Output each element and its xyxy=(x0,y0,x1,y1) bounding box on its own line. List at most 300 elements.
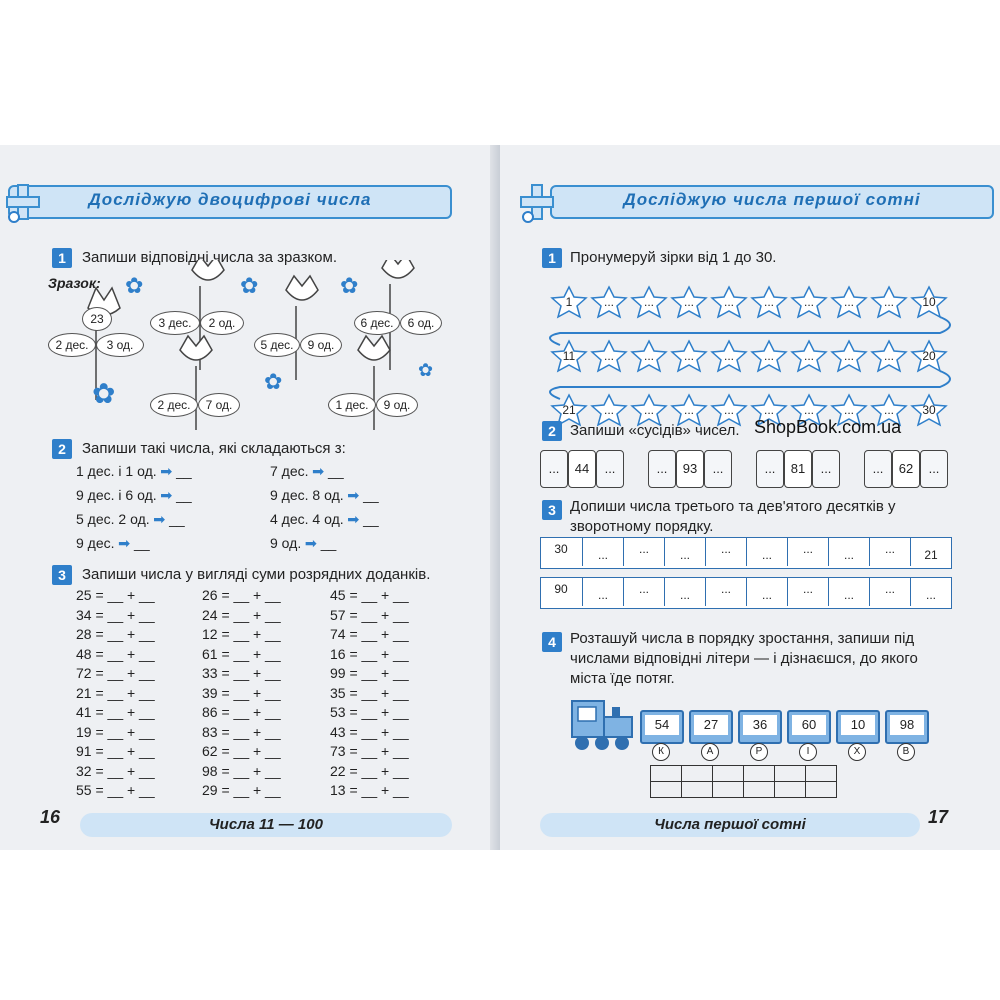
math-logo-icon xyxy=(2,181,46,225)
star-number: ... xyxy=(803,349,814,363)
example-number-flower: 23 xyxy=(82,307,112,331)
number-strip xyxy=(540,537,952,569)
arrow-icon: ➟ xyxy=(308,463,329,479)
wagon-letter: К xyxy=(652,743,670,761)
strip-cell[interactable]: ... xyxy=(869,578,910,606)
sum-blanks[interactable]: = __ + __ xyxy=(345,704,409,720)
sum-expression xyxy=(76,782,155,798)
sum-blanks[interactable]: = __ + __ xyxy=(345,645,409,662)
sum-expression xyxy=(330,587,409,603)
flower4-ones: 6 од. xyxy=(400,311,442,335)
number-card: 81 xyxy=(784,450,812,488)
flower4-tens: 6 дес. xyxy=(354,311,400,335)
neighbour-blank-card[interactable]: ... xyxy=(704,450,732,488)
sum-blanks[interactable]: = __ + __ xyxy=(217,762,281,779)
number-card: 62 xyxy=(892,450,920,488)
answer-cell[interactable] xyxy=(744,782,775,798)
star-icon[interactable] xyxy=(790,285,828,319)
task2-item xyxy=(270,535,336,552)
answer-cell[interactable] xyxy=(744,766,775,782)
answer-cell[interactable] xyxy=(682,766,713,782)
task3-number: 3 xyxy=(52,565,72,585)
task2-item xyxy=(76,511,185,528)
sum-blanks[interactable]: = __ + __ xyxy=(91,645,155,662)
strip-cell[interactable]: ... xyxy=(582,538,623,566)
answer-blank[interactable]: __ xyxy=(176,487,192,503)
star-number: ... xyxy=(603,349,614,363)
sum-blanks[interactable]: = __ + __ xyxy=(91,743,155,759)
task2-item-label: 9 дес. 8 од. xyxy=(270,487,344,503)
strip-cell[interactable]: ... xyxy=(787,578,828,606)
r-task3-text-line1: Допиши числа третього та дев'ятого десятків у xyxy=(570,498,896,515)
wagon-number: 60 xyxy=(792,715,826,735)
sum-expression xyxy=(330,763,409,779)
star-number: ... xyxy=(643,349,654,363)
left-footer xyxy=(80,813,452,837)
left-header-title: Досліджую двоцифрові числа xyxy=(88,190,372,209)
strip-cell[interactable]: ... xyxy=(623,538,664,566)
sum-expression xyxy=(202,607,281,623)
wagon-number: 54 xyxy=(645,715,679,735)
r-task1-text: Пронумеруй зірки від 1 до 30. xyxy=(570,249,777,266)
strip-cell[interactable]: ... xyxy=(705,578,746,606)
star-number: ... xyxy=(683,403,694,417)
neighbour-blank-card[interactable]: ... xyxy=(596,450,624,488)
answer-blank[interactable]: __ xyxy=(328,463,344,479)
answer-row xyxy=(651,782,837,798)
sum-number: 53 xyxy=(330,704,346,720)
sum-expression xyxy=(330,704,409,720)
right-page xyxy=(500,145,1000,850)
sum-blanks[interactable]: = __ + __ xyxy=(91,762,155,779)
neighbour-blank-card[interactable]: ... xyxy=(920,450,948,488)
sum-blanks[interactable]: = __ + __ xyxy=(217,645,281,662)
star-icon[interactable] xyxy=(590,285,628,319)
sum-number: 21 xyxy=(76,684,92,701)
sum-blanks[interactable]: = __ + __ xyxy=(91,626,155,642)
task2-item-label: 9 од. xyxy=(270,535,302,551)
train-wagon xyxy=(787,710,831,744)
star-icon[interactable] xyxy=(550,285,588,319)
sum-blanks[interactable]: = __ + __ xyxy=(217,723,281,740)
star-icon[interactable] xyxy=(670,339,708,373)
strip-cell[interactable]: ... xyxy=(623,578,664,606)
star-number: ... xyxy=(883,349,894,363)
arrow-icon: ➟ xyxy=(343,487,364,503)
star-number: ... xyxy=(723,403,734,417)
sum-blanks[interactable]: = __ + __ xyxy=(91,704,155,720)
star-icon[interactable] xyxy=(550,339,588,373)
star-number: ... xyxy=(843,349,854,363)
sum-expression xyxy=(76,665,155,681)
sum-expression xyxy=(202,587,281,603)
task2-item xyxy=(76,463,192,480)
sum-expression xyxy=(330,743,409,759)
star-icon[interactable] xyxy=(750,339,788,373)
r-task4-text-line2: числами відповідні літери — і дізнаєшся, до якого xyxy=(570,650,918,667)
sum-expression xyxy=(202,626,281,642)
star-number: ... xyxy=(603,403,614,417)
sum-number: 16 xyxy=(330,645,346,662)
answer-row xyxy=(651,766,837,782)
sum-expression xyxy=(76,763,155,779)
r-task1-number: 1 xyxy=(542,248,562,268)
sum-blanks[interactable]: = __ + __ xyxy=(217,743,281,759)
strip-cell[interactable]: ... xyxy=(787,538,828,566)
task2-item-label: 1 дес. і 1 од. xyxy=(76,463,157,479)
answer-blank[interactable]: __ xyxy=(176,463,192,479)
train-wagon xyxy=(640,710,684,744)
wagon-letter: В xyxy=(897,743,915,761)
sum-number: 73 xyxy=(330,743,346,759)
sum-expression xyxy=(202,743,281,759)
flower1-tens: 2 дес. xyxy=(48,333,96,357)
sum-blanks[interactable]: = __ + __ xyxy=(345,782,409,798)
sum-blanks[interactable]: = __ + __ xyxy=(345,762,409,779)
arrow-icon: ➟ xyxy=(156,487,177,503)
sum-number: 26 xyxy=(202,587,218,603)
star-icon[interactable] xyxy=(750,285,788,319)
locomotive-icon xyxy=(568,693,638,755)
task2-item-label: 4 дес. 4 од. xyxy=(270,511,344,527)
answer-blank[interactable]: __ xyxy=(320,535,337,551)
sum-blanks[interactable]: = __ + __ xyxy=(345,665,409,681)
strip-cell[interactable]: ... xyxy=(869,538,910,566)
number-strip xyxy=(540,577,952,609)
sum-expression xyxy=(330,782,409,798)
sum-blanks[interactable]: = __ + __ xyxy=(217,704,281,720)
wagon-number: 98 xyxy=(890,715,924,735)
task2-item xyxy=(270,463,344,480)
star-number: ... xyxy=(723,295,734,309)
shopbook-watermark: ShopBook.com.ua xyxy=(754,417,902,437)
flower3-ones: 9 од. xyxy=(300,333,342,357)
flower3-tens: 5 дес. xyxy=(254,333,300,357)
sum-number: 13 xyxy=(330,782,346,798)
star-number: ... xyxy=(803,403,814,417)
r-task2-text: Запиши «сусідів» чисел. xyxy=(570,422,740,439)
task2-item xyxy=(76,535,150,552)
wagon-letter: Х xyxy=(848,743,866,761)
r-task4-text-line3: міста їде потяг. xyxy=(570,670,675,687)
sum-number: 72 xyxy=(76,665,92,681)
answer-cell[interactable] xyxy=(713,782,744,798)
wagon-number: 36 xyxy=(743,715,777,735)
r-task4-number: 4 xyxy=(542,632,562,652)
train-wagon xyxy=(689,710,733,744)
arrow-icon: ➟ xyxy=(149,511,170,527)
star-icon[interactable] xyxy=(630,339,668,373)
left-footer-text: Числа 11 — 100 xyxy=(209,816,323,833)
star-number: 21 xyxy=(562,403,576,417)
flower1-ones: 3 од. xyxy=(96,333,144,357)
sum-number: 25 xyxy=(76,587,92,603)
arrow-icon: ➟ xyxy=(343,511,364,527)
sum-blanks[interactable]: = __ + __ xyxy=(345,743,409,759)
star-number: ... xyxy=(763,403,774,417)
sum-number: 83 xyxy=(202,723,218,740)
sum-expression xyxy=(76,626,155,642)
star-icon[interactable] xyxy=(910,393,948,427)
sum-expression xyxy=(330,665,409,681)
task3-text: Запиши числа у вигляді суми розрядних доданків. xyxy=(82,566,431,583)
sum-expression xyxy=(202,763,281,779)
sum-expression xyxy=(330,626,409,642)
sum-number: 39 xyxy=(202,684,218,701)
sum-expression xyxy=(202,685,281,701)
star-icon[interactable] xyxy=(670,285,708,319)
strip-cell[interactable]: ... xyxy=(910,578,951,606)
sum-blanks[interactable]: = __ + __ xyxy=(91,782,155,798)
task2-number: 2 xyxy=(52,439,72,459)
star-icon[interactable] xyxy=(630,285,668,319)
answer-cell[interactable] xyxy=(651,782,682,798)
number-card: 93 xyxy=(676,450,704,488)
star-number: 11 xyxy=(562,349,576,363)
strip-cell[interactable]: ... xyxy=(664,578,705,606)
strip-cell: 21 xyxy=(910,538,951,566)
sum-expression xyxy=(76,607,155,623)
sum-expression xyxy=(330,646,409,662)
flower2-tens: 3 дес. xyxy=(150,311,200,335)
star-number: ... xyxy=(763,349,774,363)
butterfly-icon: ✿ xyxy=(125,273,144,298)
strip-cell[interactable]: ... xyxy=(582,578,623,606)
star-number: ... xyxy=(683,295,694,309)
answer-blank[interactable]: __ xyxy=(169,511,185,527)
star-icon[interactable] xyxy=(830,285,868,319)
right-page-number: 17 xyxy=(928,807,949,827)
answer-blank[interactable]: __ xyxy=(363,487,379,503)
butterfly-icon: ✿ xyxy=(264,369,283,394)
sum-number: 62 xyxy=(202,743,218,759)
sum-blanks[interactable]: = __ + __ xyxy=(345,723,409,740)
train-wagon xyxy=(738,710,782,744)
right-footer-text: Числа першої сотні xyxy=(654,816,806,833)
star-number: 30 xyxy=(922,403,936,417)
math-logo-icon xyxy=(516,181,560,225)
star-icon[interactable] xyxy=(910,285,948,319)
star-icon[interactable] xyxy=(870,285,908,319)
sum-number: 24 xyxy=(202,606,218,623)
sum-number: 99 xyxy=(330,665,346,681)
flower2-ones: 2 од. xyxy=(200,311,244,335)
sum-number: 48 xyxy=(76,645,92,662)
star-icon[interactable] xyxy=(910,339,948,373)
sum-blanks[interactable]: = __ + __ xyxy=(91,665,155,681)
neighbour-blank-card[interactable]: ... xyxy=(812,450,840,488)
butterfly-icon: ✿ xyxy=(240,273,259,298)
sum-expression xyxy=(202,704,281,720)
task1-number: 1 xyxy=(52,248,72,268)
flower6-tens: 1 дес. xyxy=(328,393,376,417)
r-task3-number: 3 xyxy=(542,500,562,520)
sum-blanks[interactable]: = __ + __ xyxy=(345,626,409,642)
task2-item-label: 9 дес. xyxy=(76,535,115,551)
flower5-tens: 2 дес. xyxy=(150,393,198,417)
task2-item-label: 5 дес. 2 од. xyxy=(76,511,150,527)
butterfly-icon: ✿ xyxy=(418,360,434,380)
star-number: 20 xyxy=(922,349,936,363)
star-number: ... xyxy=(723,349,734,363)
strip-cell: 90 xyxy=(554,582,568,596)
sum-expression xyxy=(76,587,155,603)
star-icon[interactable] xyxy=(870,339,908,373)
sum-expression xyxy=(330,685,409,701)
sum-number: 33 xyxy=(202,665,218,681)
star-number: ... xyxy=(643,295,654,309)
sum-expression xyxy=(202,782,281,798)
sum-number: 45 xyxy=(330,587,346,603)
answer-table[interactable] xyxy=(650,765,837,798)
sum-number: 74 xyxy=(330,626,346,642)
answer-blank[interactable]: __ xyxy=(363,511,379,527)
right-header-title: Досліджую числа першої сотні xyxy=(623,190,921,209)
sum-expression xyxy=(76,685,155,701)
sum-number: 32 xyxy=(76,762,92,779)
answer-cell[interactable] xyxy=(713,766,744,782)
answer-cell[interactable] xyxy=(682,782,713,798)
star-number: ... xyxy=(643,403,654,417)
sum-blanks[interactable]: = __ + __ xyxy=(217,782,281,798)
sum-expression xyxy=(76,724,155,740)
sum-number: 55 xyxy=(76,782,92,798)
task1-text: Запиши відповідні числа за зразком. xyxy=(82,249,338,266)
sum-number: 22 xyxy=(330,762,346,779)
butterfly-icon: ✿ xyxy=(92,378,116,409)
left-page xyxy=(0,145,498,850)
sum-number: 29 xyxy=(202,782,218,798)
star-icon[interactable] xyxy=(710,285,748,319)
strip-cell[interactable]: ... xyxy=(664,538,705,566)
sum-blanks[interactable]: = __ + __ xyxy=(217,626,281,642)
neighbour-blank-card[interactable]: ... xyxy=(648,450,676,488)
task2-item-label: 7 дес. xyxy=(270,463,309,479)
sum-number: 12 xyxy=(202,626,218,642)
sum-number: 35 xyxy=(330,684,346,701)
star-number: 1 xyxy=(565,295,573,309)
star-number: ... xyxy=(883,403,894,417)
neighbour-blank-card[interactable]: ... xyxy=(540,450,568,488)
sum-number: 61 xyxy=(202,645,218,662)
answer-cell[interactable] xyxy=(806,766,837,782)
sum-number: 86 xyxy=(202,704,218,720)
sum-number: 98 xyxy=(202,762,218,779)
task2-item xyxy=(270,487,379,504)
arrow-icon: ➟ xyxy=(301,535,321,551)
sum-expression xyxy=(202,646,281,662)
star-number: 10 xyxy=(922,295,936,309)
star-icon[interactable] xyxy=(710,339,748,373)
sum-blanks[interactable]: = __ + __ xyxy=(217,606,281,623)
sum-blanks[interactable]: = __ + __ xyxy=(91,606,155,623)
sum-blanks[interactable]: = __ + __ xyxy=(217,684,281,701)
star-icon[interactable] xyxy=(830,339,868,373)
number-card: 44 xyxy=(568,450,596,488)
answer-cell[interactable] xyxy=(775,766,806,782)
wagon-letter: Р xyxy=(750,743,768,761)
task2-item-label: 9 дес. і 6 од. xyxy=(76,487,157,503)
sum-number: 28 xyxy=(76,626,92,642)
star-number: ... xyxy=(763,295,774,309)
wagon-number: 10 xyxy=(841,715,875,735)
task2-text: Запиши такі числа, які складаються з: xyxy=(82,440,346,457)
answer-cell[interactable] xyxy=(806,782,837,798)
wagon-letter: А xyxy=(701,743,719,761)
example-label: Зразок: xyxy=(48,275,101,291)
sum-number: 19 xyxy=(76,723,92,740)
sum-expression xyxy=(202,665,281,681)
star-number: ... xyxy=(803,295,814,309)
star-number: ... xyxy=(603,295,614,309)
sum-blanks[interactable]: = __ + __ xyxy=(345,684,409,701)
sum-number: 57 xyxy=(330,606,346,623)
strip-cell[interactable]: ... xyxy=(828,538,869,566)
r-task3-text-line2: зворотному порядку. xyxy=(570,518,714,535)
left-header xyxy=(8,185,452,219)
strip-cell[interactable]: ... xyxy=(705,538,746,566)
sum-number: 41 xyxy=(76,704,92,720)
sum-blanks[interactable]: = __ + __ xyxy=(345,606,409,623)
sum-expression xyxy=(202,724,281,740)
task2-item xyxy=(270,511,379,528)
answer-cell[interactable] xyxy=(651,766,682,782)
sum-expression xyxy=(76,743,155,759)
star-number: ... xyxy=(683,349,694,363)
sum-expression xyxy=(330,724,409,740)
r-task2-number: 2 xyxy=(542,421,562,441)
train-wagon xyxy=(885,710,929,744)
arrow-icon: ➟ xyxy=(114,535,135,551)
sum-expression xyxy=(76,704,155,720)
answer-blank[interactable]: __ xyxy=(134,535,150,551)
star-number: ... xyxy=(843,295,854,309)
sum-blanks[interactable]: = __ + __ xyxy=(91,723,155,740)
sum-blanks[interactable]: = __ + __ xyxy=(91,587,155,603)
answer-cell[interactable] xyxy=(775,782,806,798)
neighbour-blank-card[interactable]: ... xyxy=(756,450,784,488)
sum-number: 34 xyxy=(76,606,92,623)
task2-item xyxy=(76,487,192,504)
wagon-number: 27 xyxy=(694,715,728,735)
strip-cell[interactable]: ... xyxy=(828,578,869,606)
arrow-icon: ➟ xyxy=(156,463,177,479)
strip-cell[interactable]: ... xyxy=(746,578,787,606)
neighbour-blank-card[interactable]: ... xyxy=(864,450,892,488)
left-page-number: 16 xyxy=(40,807,61,827)
star-icon[interactable] xyxy=(590,339,628,373)
sum-blanks[interactable]: = __ + __ xyxy=(345,587,409,603)
sum-blanks[interactable]: = __ + __ xyxy=(217,587,281,603)
butterfly-icon: ✿ xyxy=(340,273,359,298)
star-icon[interactable] xyxy=(790,339,828,373)
strip-cell: 30 xyxy=(554,542,568,556)
r-task4-text-line1: Розташуй числа в порядку зростання, запиши під xyxy=(570,630,915,647)
train-wagon xyxy=(836,710,880,744)
right-footer xyxy=(540,813,920,837)
sum-blanks[interactable]: = __ + __ xyxy=(217,665,281,681)
flower6-ones: 9 од. xyxy=(376,393,418,417)
right-header xyxy=(550,185,994,219)
sum-blanks[interactable]: = __ + __ xyxy=(91,684,155,701)
strip-cell[interactable]: ... xyxy=(746,538,787,566)
wagon-letter: І xyxy=(799,743,817,761)
star-number: ... xyxy=(883,295,894,309)
sum-expression xyxy=(76,646,155,662)
flower5-ones: 7 од. xyxy=(198,393,240,417)
star-number: ... xyxy=(843,403,854,417)
sum-expression xyxy=(330,607,409,623)
